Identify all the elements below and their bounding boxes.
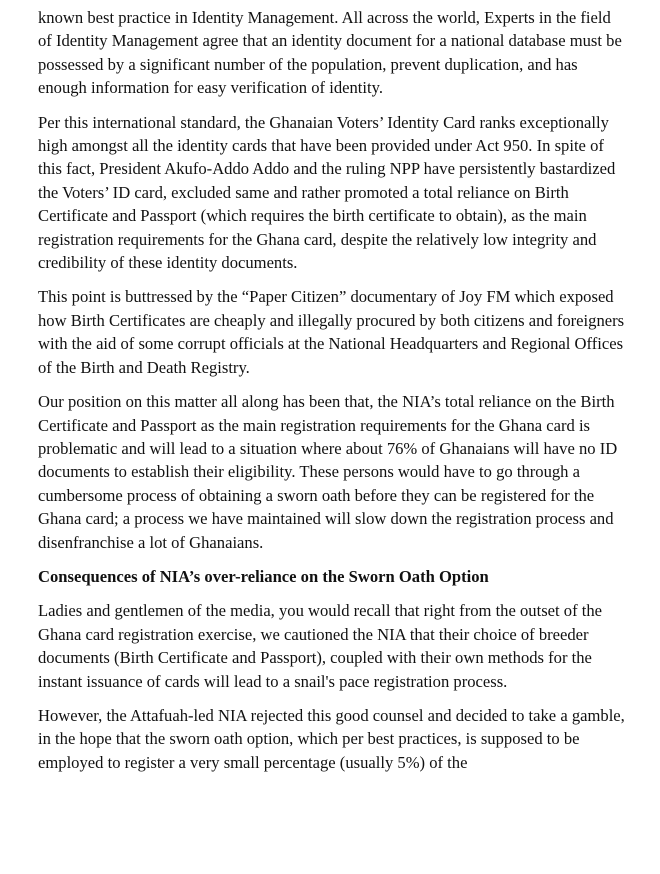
section-heading: Consequences of NIA’s over-reliance on the Sworn Oath Option (38, 566, 489, 586)
paragraph-ladies-and-gentlemen: Ladies and gentlemen of the media, you would recall that right from the outset of the Ghana card registration exercise, we cautioned the NIA that their choice of breeder documents (Birth Certificate and Passport), coupled with their own methods for the instant issuance of cards will lead to a snail's pace registration process. (38, 601, 603, 691)
paragraph-our-position: Our position on this matter all along has been that, the NIA’s total reliance on the Birth Certificate and Passport as the main registration requirements for the Ghana card is problematic and will lead to a situation where about 76% of Ghanaians will have no ID documents to establish their eligibility. These persons would have to go through a cumbersome process of obtaining a sworn oath before they can be registered for the Ghana card; a process we have maintained will slow down the registration process and disenfranchise a lot of Ghanaians. (38, 392, 618, 552)
paragraph-identity-best-practice: known best practice in Identity Management. All across the world, Experts in the field of Identity Management agree that an identity document for a national database must be possessed by a significant number of the population, prevent duplication, and has enough information for easy verification of identity. (38, 8, 622, 98)
paragraph-paper-citizen: This point is buttressed by the “Paper Citizen” documentary of Joy FM which exposed how Birth Certificates are cheaply and illegally procured by both citizens and foreigners with the aid of some corrupt officials at the National Headquarters and Regional Offices of the Birth and Death Registry. (38, 287, 625, 377)
document-page (38, 6, 628, 785)
paragraph-voters-id-card: Per this international standard, the Ghanaian Voters’ Identity Card ranks exceptionally high amongst all the identity cards that have been provided under Act 950. In spite of this fact, President Akufo-Addo Addo and the ruling NPP have persistently bastardized the Voters’ ID card, excluded same and rather promoted a total reliance on Birth Certificate and Passport (which requires the birth certificate to obtain), as the main registration requirements for the Ghana card, despite the relatively low integrity and credibility of these identity documents. (38, 112, 616, 273)
paragraph-attafuah-led-nia: However, the Attafuah-led NIA rejected this good counsel and decided to take a gamble, in the hope that the sworn oath option, which per best practices, is supposed to be employed to register a very small percentage (usually 5%) of the (38, 705, 625, 772)
